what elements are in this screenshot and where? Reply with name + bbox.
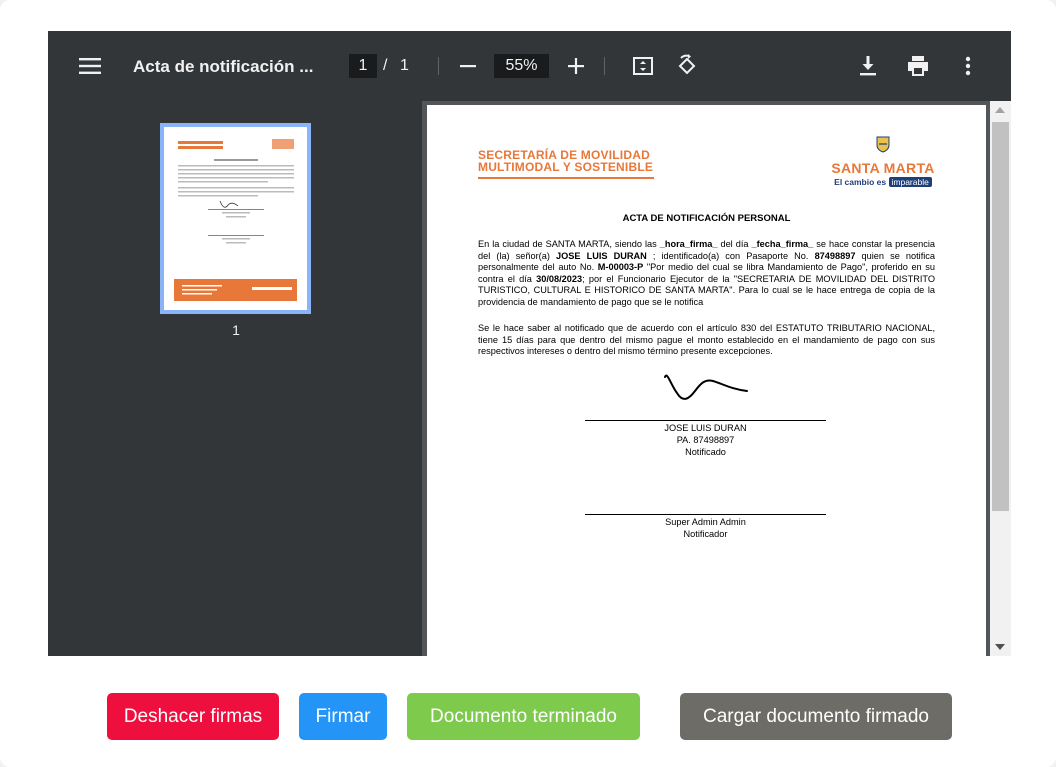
thumbnail-page-number: 1	[232, 322, 240, 338]
signer-name: JOSE LUIS DURAN	[664, 423, 747, 433]
action-buttons	[0, 693, 1056, 741]
more-options-icon[interactable]	[953, 51, 983, 81]
coat-of-arms-icon	[875, 135, 891, 153]
undo-signatures-button[interactable]: Deshacer firmas	[107, 693, 279, 740]
scroll-down-arrow-icon[interactable]	[995, 644, 1005, 650]
logo-tagline-highlight: imparable	[889, 177, 932, 187]
header-line-2: MULTIMODAL Y SOSTENIBLE	[478, 160, 654, 174]
header-underline	[478, 177, 654, 179]
signature-line-notifier	[585, 514, 826, 515]
scroll-up-arrow-icon[interactable]	[995, 107, 1005, 113]
print-icon[interactable]	[903, 51, 933, 81]
fit-page-icon[interactable]	[628, 51, 658, 81]
vertical-scrollbar[interactable]	[990, 101, 1011, 656]
legal-notice-paragraph: Se le hace saber al notificado que de acuerdo con el artículo 830 del ESTATUTO TRIBUTARIO NACIONAL, tiene 15 días para que dentro del mismo pague el monto establecido en el mandamiento de pago con sus respectivos intereses o dentro del mismo término presente excepciones.	[478, 323, 935, 357]
scroll-thumb[interactable]	[992, 122, 1009, 511]
document-finished-button[interactable]: Documento terminado	[407, 693, 640, 740]
pdf-viewer	[48, 31, 1011, 656]
page-separator: /	[383, 57, 388, 74]
logo-name: SANTA MARTA	[831, 160, 935, 176]
signer-notified	[585, 422, 826, 458]
signer-name: Super Admin Admin	[665, 517, 746, 527]
pdf-toolbar	[48, 31, 1011, 101]
signer-role: Notificador	[683, 529, 728, 539]
toolbar-divider	[604, 57, 605, 75]
download-icon[interactable]	[853, 51, 883, 81]
sign-button[interactable]: Firmar	[299, 693, 387, 740]
rotate-icon[interactable]	[672, 51, 702, 81]
santa-marta-logo	[831, 135, 935, 187]
thumbnail-sidebar	[48, 101, 422, 656]
toolbar-divider	[438, 57, 439, 75]
notification-paragraph: En la ciudad de SANTA MARTA, siendo las _hora_firma_ del día _fecha_firma_ se hace constar la presencia del (la) señor(a) JOSE LUIS DURAN ; identificado(a) con Pasaporte No. 87498897 quien se notifica personalmente del auto No. M-00003-P "Por medio del cual se libra Mandamiento de Pago", proferido en su contra el día 30/08/2023; por el Funcionario Ejecutor de la "SECRETARIA DE MOVILIDAD DEL DISTRITO TURISTICO, CULTURAL E HISTORICO DE SANTA MARTA". Para lo cual se le hace entrega de copia de la providencia de mandamiento de pago que se le notifica	[478, 239, 935, 307]
secretaria-header	[478, 149, 654, 179]
document-heading: ACTA DE NOTIFICACIÓN PERSONAL	[622, 213, 791, 224]
upload-signed-document-button[interactable]: Cargar documento firmado	[680, 693, 952, 740]
signer-role: Notificado	[685, 447, 726, 457]
document-title: Acta de notificación ...	[133, 57, 314, 76]
signature-line-notified	[585, 420, 826, 421]
page-total: 1	[400, 57, 409, 74]
menu-icon[interactable]	[74, 50, 106, 82]
signer-id: PA. 87498897	[676, 435, 735, 445]
signer-notifier	[585, 516, 826, 540]
logo-tagline: El cambio es imparable	[831, 177, 935, 187]
page-thumbnail[interactable]	[160, 123, 311, 314]
pdf-page	[427, 105, 986, 656]
zoom-out-icon[interactable]	[453, 51, 483, 81]
zoom-input[interactable]: 55%	[494, 54, 549, 78]
thumbnail-preview	[164, 127, 307, 310]
header-line-1: SECRETARÍA DE MOVILIDAD	[478, 148, 650, 162]
zoom-in-icon[interactable]	[561, 51, 591, 81]
signature-drawing	[657, 367, 753, 407]
page-number-input[interactable]: 1	[349, 54, 377, 78]
